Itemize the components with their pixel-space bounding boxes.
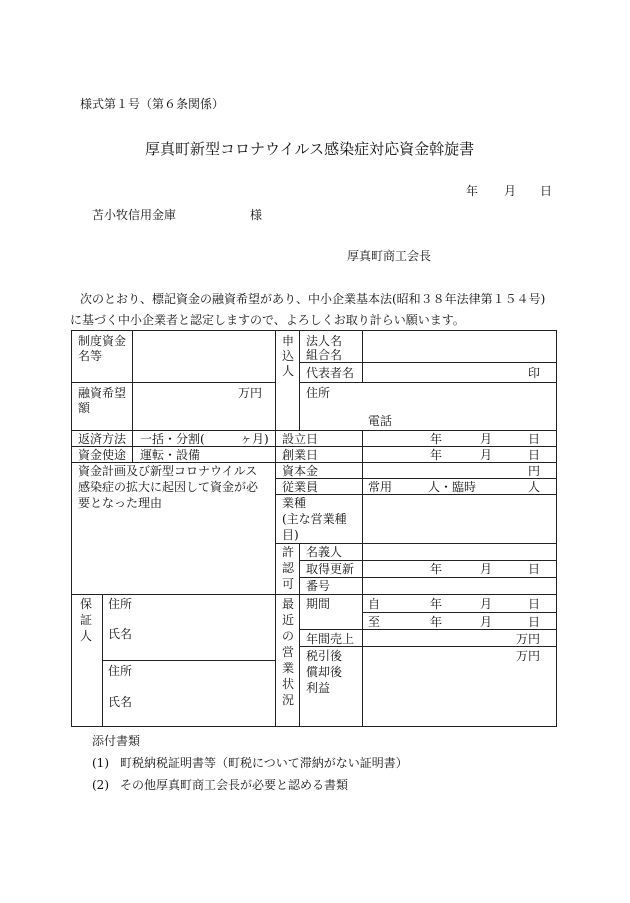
- phone-label: 電話: [368, 414, 393, 428]
- zeibiki-unit: 万円: [516, 649, 541, 663]
- guarantor1-name-label: 氏名: [108, 627, 133, 641]
- gyoushu-label-2: (主な営業種: [282, 512, 347, 526]
- date-year: 年: [466, 184, 479, 198]
- nenkan-label: 年間売上: [306, 632, 355, 646]
- daihyousha-label: 代表者名: [306, 366, 355, 380]
- form-number: 様式第１号（第６条関係）: [80, 97, 225, 111]
- moushikomi-char-3: 人: [282, 364, 295, 378]
- jugyouin-label: 従業員: [282, 480, 319, 494]
- date-month: 月: [504, 184, 517, 198]
- jouyou-label: 常用: [368, 480, 393, 494]
- kikan-to: 至: [368, 615, 381, 629]
- attachment-2: その他厚真町商工会長が必要と認める書類: [120, 778, 349, 792]
- kikan-from-year: 年: [430, 597, 443, 611]
- sender: 厚真町商工会長: [347, 249, 432, 263]
- hensai-value: 一括・分割(: [140, 432, 205, 446]
- attachment-2-number: (2): [92, 778, 109, 792]
- hoshounin-char-2: 証: [80, 613, 93, 627]
- setsuritsu-year: 年: [430, 432, 443, 446]
- seido-label-2: 名等: [78, 349, 103, 363]
- hoshounin-char-3: 人: [80, 629, 93, 643]
- eigyou-char-2: 近: [282, 613, 295, 627]
- kyoka-char-2: 認: [282, 561, 295, 575]
- nenkan-unit: 万円: [516, 632, 541, 646]
- reason-label-1: 資金計画及び新型コロナウイルス: [78, 464, 258, 478]
- kikan-from: 自: [368, 597, 381, 611]
- shutoku-label: 取得更新: [306, 562, 355, 576]
- gyoushu-label-1: 業種: [282, 496, 307, 510]
- hoshounin-char-1: 保: [80, 597, 93, 611]
- kikan-to-month: 月: [480, 615, 493, 629]
- moushikomi-char-1: 申: [282, 334, 295, 348]
- shito-label: 資金使途: [78, 448, 127, 462]
- hensai-label: 返済方法: [78, 432, 127, 446]
- kikan-to-day: 日: [528, 615, 541, 629]
- meigi-label: 名義人: [306, 545, 343, 559]
- seido-label-1: 制度資金: [78, 334, 127, 348]
- guarantor2-name-label: 氏名: [108, 695, 133, 709]
- guarantor1-address-label: 住所: [108, 597, 133, 611]
- address-label: 住所: [306, 386, 331, 400]
- intro-line-2: に基づく中小企業者と認定しますので、よろしくお取り計らい願います。: [70, 313, 465, 327]
- rinji-label: 人・臨時: [428, 480, 477, 494]
- reason-label-2: 感染症の拡大に起因して資金が必: [78, 480, 259, 494]
- bangou-label: 番号: [306, 579, 331, 593]
- zeibiki-label-3: 利益: [306, 681, 331, 695]
- seal-mark: 印: [528, 366, 541, 380]
- shito-value: 運転・設備: [140, 448, 201, 462]
- kikan-label: 期間: [306, 597, 331, 611]
- gyoushu-label-3: 目): [282, 528, 299, 542]
- yuushi-unit: 万円: [238, 386, 263, 400]
- shihonkin-label: 資本金: [282, 464, 319, 478]
- kikan-from-month: 月: [480, 597, 493, 611]
- yuushi-label-1: 融資希望: [78, 386, 127, 400]
- zeibiki-label-1: 税引後: [306, 649, 343, 663]
- zeibiki-label-2: 償却後: [306, 665, 343, 679]
- shutoku-day: 日: [528, 562, 541, 576]
- date-day: 日: [540, 184, 553, 198]
- setsuritsu-month: 月: [480, 432, 493, 446]
- eigyou-char-3: の: [282, 629, 295, 643]
- moushikomi-char-2: 込: [282, 349, 295, 363]
- attachments-heading: 添付書類: [92, 734, 141, 748]
- shihonkin-unit: 円: [528, 464, 541, 478]
- honorific: 様: [250, 208, 263, 222]
- setsuritsu-day: 日: [528, 432, 541, 446]
- intro-line-1: 次のとおり、標記資金の融資希望があり、中小企業基本法(昭和３８年法律第１５４号): [80, 292, 546, 306]
- sougyou-year: 年: [430, 448, 443, 462]
- sougyou-month: 月: [480, 448, 493, 462]
- seido-value-field[interactable]: [135, 335, 273, 380]
- sougyou-label: 創業日: [282, 448, 319, 462]
- houjin-label-2: 組合名: [306, 348, 343, 362]
- setsuritsu-label: 設立日: [282, 432, 319, 446]
- yuushi-label-2: 額: [78, 401, 91, 415]
- eigyou-char-4: 営: [282, 645, 295, 659]
- jugyouin-unit: 人: [528, 480, 541, 494]
- sougyou-day: 日: [528, 448, 541, 462]
- houjin-label-1: 法人名: [306, 334, 343, 348]
- eigyou-char-5: 業: [282, 661, 295, 675]
- reason-label-3: 要となった理由: [78, 496, 163, 510]
- eigyou-char-6: 状: [282, 677, 295, 691]
- kyoka-char-1: 許: [282, 545, 295, 559]
- hensai-months: ヶ月): [240, 432, 269, 446]
- attachment-1: 町税納税証明書等（町税について滞納がない証明書）: [120, 756, 408, 770]
- document-title: 厚真町新型コロナウイルス感染症対応資金斡旋書: [145, 140, 475, 158]
- attachment-1-number: (1): [92, 756, 109, 770]
- guarantor2-address-label: 住所: [108, 664, 133, 678]
- kyoka-char-3: 可: [282, 577, 295, 591]
- shutoku-month: 月: [480, 562, 493, 576]
- shutoku-year: 年: [430, 562, 443, 576]
- eigyou-char-1: 最: [282, 597, 295, 611]
- kikan-to-year: 年: [430, 615, 443, 629]
- eigyou-char-7: 況: [282, 693, 295, 707]
- addressee: 苫小牧信用金庫: [92, 208, 177, 222]
- kikan-from-day: 日: [528, 597, 541, 611]
